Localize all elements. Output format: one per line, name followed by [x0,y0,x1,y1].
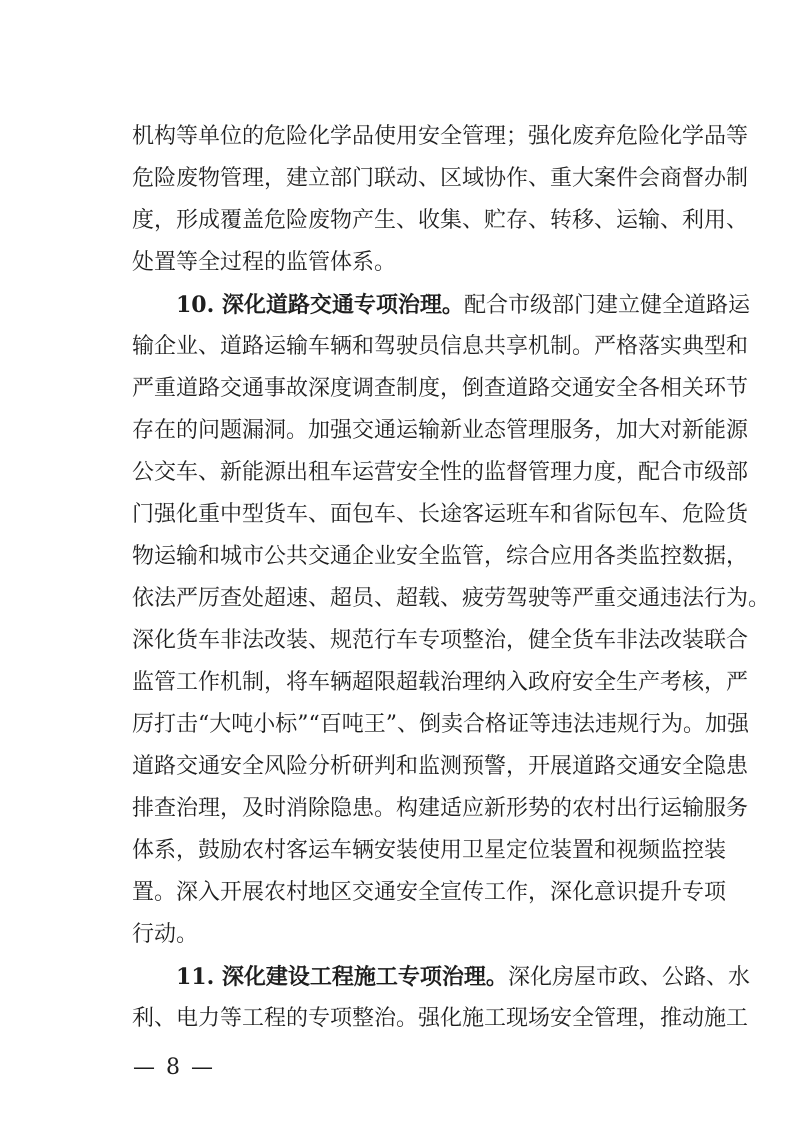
section-heading-11: 11. 深化建设工程施工专项治理。 [176,964,508,990]
text-line: 深化货车非法改装、规范行车专项整治，健全货车非法改装联合 [132,628,749,653]
text-line: 度，形成覆盖危险废物产生、收集、贮存、转移、运输、利用、 [132,208,749,233]
text-line: 严重道路交通事故深度调查制度，倒查道路交通安全各相关环节 [132,376,749,401]
text-line: 置。深入开展农村地区交通安全宣传工作，深化意识提升专项 [132,880,727,905]
text-line: 体系，鼓励农村客运车辆安装使用卫星定位装置和视频监控装 [132,838,727,863]
text-segment: 配合市级部门建立健全道路运 [463,293,750,318]
text-line: 存在的问题漏洞。加强交通运输新业态管理服务，加大对新能源 [132,418,749,443]
text-line: 排查治理，及时消除隐患。构建适应新形势的农村出行运输服务 [132,796,749,821]
text-line: 依法严厉查处超速、超员、超载、疲劳驾驶等严重交通违法行为。 [132,586,771,611]
text-line: 输企业、道路运输车辆和驾驶员信息共享机制。严格落实典型和 [132,334,749,359]
page-number: — 8 — [133,1055,215,1080]
text-line: 危险废物管理，建立部门联动、区域协作、重大案件会商督办制 [132,166,749,191]
text-line: 门强化重中型货车、面包车、长途客运班车和省际包车、危险货 [132,502,749,527]
text-line: 利、电力等工程的专项整治。强化施工现场安全管理，推动施工 [132,1006,749,1031]
text-line: 公交车、新能源出租车运营安全性的监督管理力度，配合市级部 [132,460,749,485]
paragraph-road-traffic [132,284,771,956]
paragraph-hazardous-waste [132,116,749,284]
text-line: 厉打击“大吨小标”“百吨王”、倒卖合格证等违法违规行为。加强 [132,712,749,737]
text-segment: 深化房屋市政、公路、水 [507,965,750,990]
text-line [132,284,750,326]
text-line: 行动。 [132,922,199,947]
text-line [132,956,750,998]
paragraph-construction [132,956,750,1040]
text-line: 物运输和城市公共交通企业安全监管，综合应用各类监控数据， [132,544,749,569]
text-line: 机构等单位的危险化学品使用安全管理；强化废弃危险化学品等 [132,124,749,149]
section-heading-10: 10. 深化道路交通专项治理。 [176,292,464,318]
text-line: 监管工作机制，将车辆超限超载治理纳入政府安全生产考核，严 [132,670,749,695]
document-body [132,116,771,1040]
text-line: 道路交通安全风险分析研判和监测预警，开展道路交通安全隐患 [132,754,749,779]
text-line: 处置等全过程的监管体系。 [132,250,397,275]
